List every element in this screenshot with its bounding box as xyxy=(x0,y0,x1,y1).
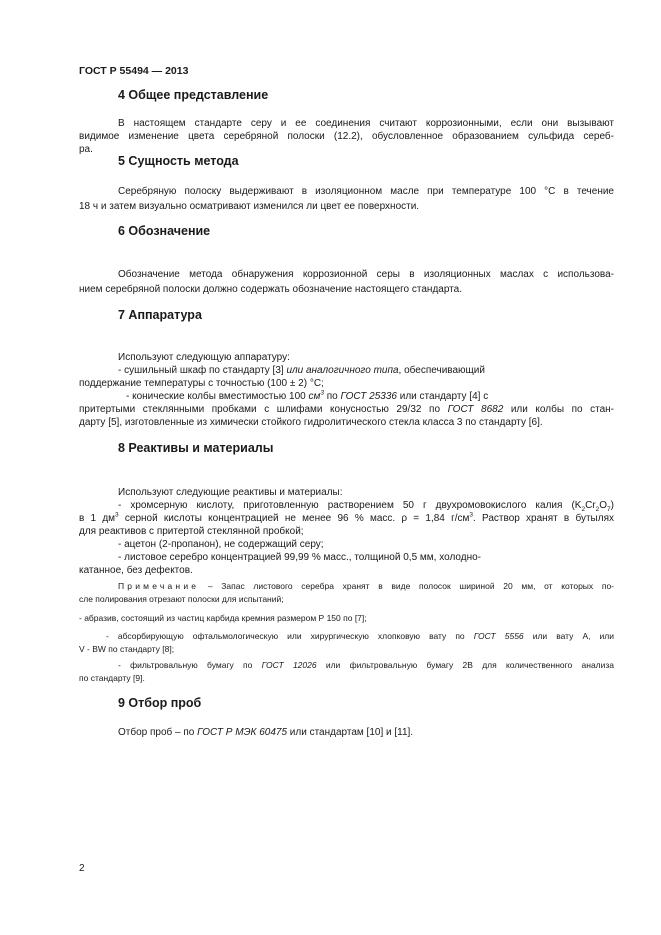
section-4-line-1: В настоящем стандарте серу и ее соединения считают коррозионными, если они вызывают xyxy=(118,118,614,129)
section-6-heading: 6 Обозначение xyxy=(118,224,211,238)
apparatus-item-2-cont-2: дарту [5], изготовленные из химически стойкого гидролитического стекла класса 3 по стандарту [6]. xyxy=(79,417,543,428)
section-8-heading: 8 Реактивы и материалы xyxy=(118,441,274,455)
section-6-line-1: Обозначение метода обнаружения коррозионной серы в изоляционных маслах с использова- xyxy=(118,269,614,280)
section-5-line-1: Серебряную полоску выдерживают в изоляционном масле при температуре 100 °С в течение xyxy=(118,186,614,197)
reagent-item-2: - ацетон (2-пропанон), не содержащий серу; xyxy=(118,539,324,550)
material-item-3-cont: по стандарту [9]. xyxy=(79,673,145,683)
apparatus-item-2-cont-1: притертыми стеклянными пробками с шлифами конусностью 29/32 по ГОСТ 8682 или колбы по стан- xyxy=(79,404,614,415)
note-label: Примечание xyxy=(118,581,200,591)
section-5-heading: 5 Сущность метода xyxy=(118,154,239,168)
page-number: 2 xyxy=(79,863,85,874)
section-6-line-2: нием серебряной полоски должно содержать обозначение настоящего стандарта. xyxy=(79,284,462,295)
reagent-item-1-cont-2: для реактивов с притертой стеклянной пробкой; xyxy=(79,526,304,537)
section-4-line-2: видимое изменение цвета серебряной полоски (12.2), обусловленное образованием сульфида сереб- xyxy=(79,131,614,142)
material-item-3: - фильтровальную бумагу по ГОСТ 12026 или фильтровальную бумагу 2В для количественного анализа xyxy=(118,660,614,670)
section-8-intro: Используют следующие реактивы и материалы: xyxy=(118,487,343,498)
apparatus-item-2: - конические колбы вместимостью 100 $см^3$ по ГОСТ 25336 или стандарту [4] с xyxy=(126,389,489,402)
material-item-2: - абсорбирующую офтальмологическую или хирургическую хлопковую вату по ГОСТ 5556 или вату А, или xyxy=(106,631,614,641)
reagent-item-3: - листовое серебро концентрацией 99,99 % масс., толщиной 0,5 мм, холодно- xyxy=(118,552,481,563)
note-line-1: Примечание – Запас листового серебра хранят в виде полосок шириной 20 мм, от которых по- xyxy=(118,581,614,591)
section-9-heading: 9 Отбор проб xyxy=(118,696,202,710)
section-7-heading: 7 Аппаратура xyxy=(118,308,202,322)
note-line-2: сле полирования отрезают полоски для испытаний; xyxy=(79,594,284,604)
section-4-heading: 4 Общее представление xyxy=(118,88,269,102)
apparatus-item-1-cont: поддержание температуры с точностью (100 ± 2) °С; xyxy=(79,378,324,389)
section-5-line-2: 18 ч и затем визуально осматривают изменился ли цвет ее поверхности. xyxy=(79,201,420,212)
document-header: ГОСТ Р 55494 — 2013 xyxy=(79,65,189,77)
reagent-item-3-cont: катанное, без дефектов. xyxy=(79,565,193,576)
section-9-line-1: Отбор проб – по ГОСТ Р МЭК 60475 или стандартам [10] и [11]. xyxy=(118,727,414,738)
material-item-1: - абразив, состоящий из частиц карбида кремния размером Р 150 по [7]; xyxy=(79,613,367,623)
section-7-intro: Используют следующую аппаратуру: xyxy=(118,352,290,363)
reagent-item-1: - хромсерную кислоту, приготовленную растворением 50 г двухромовокислого калия $(K_2Cr_2O_7)$ xyxy=(118,500,614,513)
material-item-2-cont: V - BW по стандарту [8]; xyxy=(79,644,175,654)
reagent-item-1-cont-1: в 1 $дм^3$ серной кислоты концентрацией не менее 96 % масс. ρ = 1,84 $г/см^3$. Раствор хранят в бутылях xyxy=(79,511,614,524)
section-4-line-3: ра. xyxy=(79,144,93,155)
apparatus-item-1: - сушильный шкаф по стандарту [3] или аналогичного типа, обеспечивающий xyxy=(118,365,485,376)
